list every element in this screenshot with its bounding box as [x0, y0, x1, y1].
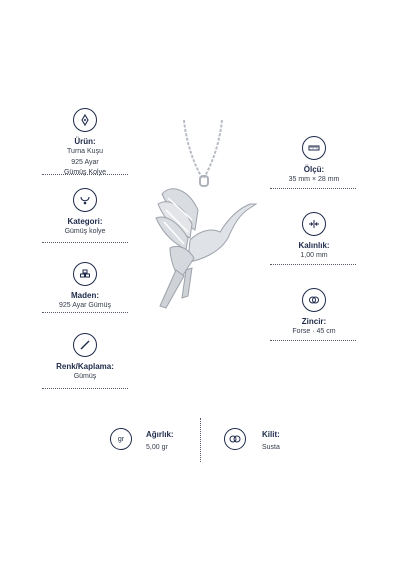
spec-kalinlik: [268, 212, 360, 261]
spec-agirlik: [146, 430, 174, 453]
renk-label: Renk/Kaplama:: [56, 362, 114, 371]
zincir-label: Zincir:: [301, 317, 327, 326]
urun-value-line-2: 925 Ayar: [71, 158, 99, 166]
kategori-label: Kategori:: [67, 217, 103, 226]
vertical-divider: [200, 418, 201, 462]
kategori-value: Gümüş kolye: [64, 228, 106, 235]
spec-kategori: [40, 188, 130, 237]
slash-icon: [73, 333, 97, 357]
kalinlik-value: 1,00 mm: [300, 252, 328, 259]
weight-icon: [110, 428, 132, 450]
olcu-value: 35 mm × 28 mm: [288, 176, 340, 183]
spec-renk: [40, 333, 130, 382]
divider: [42, 312, 128, 313]
maden-label: Maden:: [71, 291, 99, 300]
olcu-label: Ölçü:: [303, 165, 325, 174]
crane-pendant-image: [140, 120, 260, 320]
divider: [270, 188, 356, 189]
clasp-icon: [224, 428, 246, 450]
chain-links-icon: [302, 288, 326, 312]
urun-value-line-3: Gümüş Kolye: [63, 169, 107, 176]
kalinlik-label: Kalınlık:: [298, 241, 330, 250]
maden-value: 925 Ayar Gümüş: [58, 302, 111, 309]
spec-zincir: [268, 288, 360, 337]
divider: [42, 388, 128, 389]
divider: [270, 340, 356, 341]
pen-nib-icon: [73, 108, 97, 132]
ruler-icon: [302, 136, 326, 160]
divider: [42, 242, 128, 243]
spec-urun: [40, 108, 130, 178]
thickness-arrows-icon: [302, 212, 326, 236]
necklace-icon: [73, 188, 97, 212]
kilit-value: Susta: [262, 444, 280, 451]
urun-label: Ürün:: [74, 137, 96, 146]
renk-value: Gümüş: [73, 373, 97, 380]
spec-maden: [40, 262, 130, 311]
agirlik-value: 5,00 gr: [146, 444, 168, 451]
agirlik-label: Ağırlık:: [146, 430, 174, 439]
gold-bars-icon: [73, 262, 97, 286]
urun-value-line-1: Turna Kuşu: [67, 148, 103, 155]
kilit-label: Kilit:: [262, 430, 280, 439]
divider: [42, 174, 128, 175]
zincir-value: Forse · 45 cm: [292, 328, 336, 335]
spec-kilit: [262, 430, 280, 453]
weight-icon-text: gr: [117, 435, 125, 443]
divider: [270, 264, 356, 265]
spec-olcu: [268, 136, 360, 185]
